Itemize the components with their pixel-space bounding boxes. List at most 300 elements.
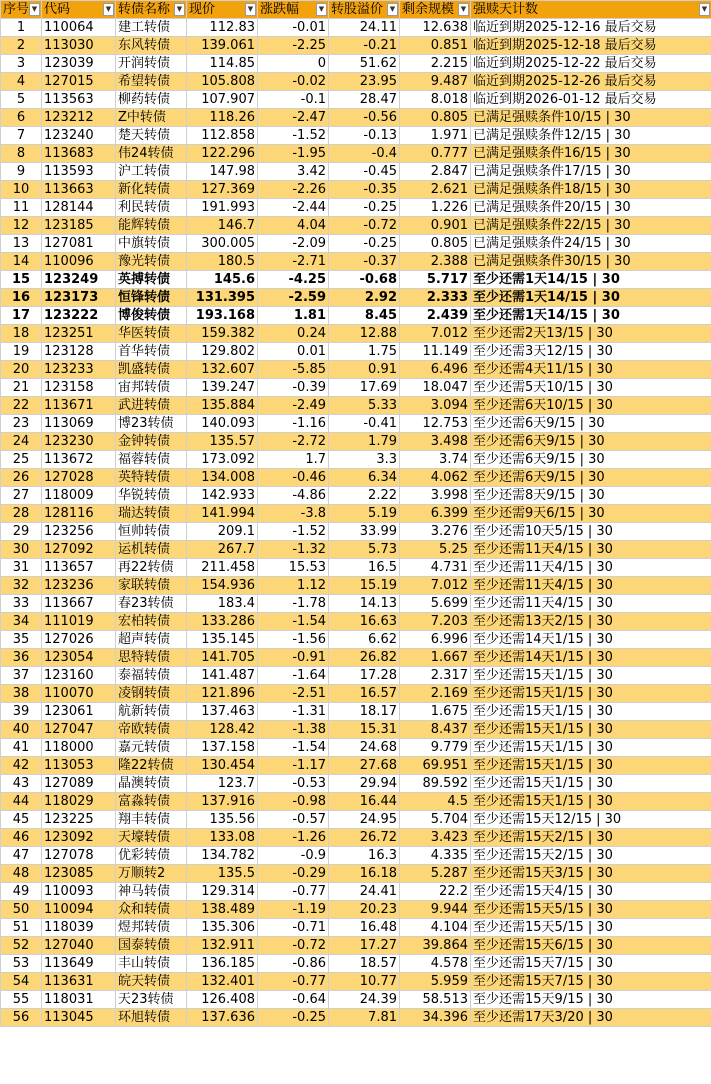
row-number-cell[interactable]: 20 [1, 361, 42, 379]
premium-cell[interactable]: 16.44 [329, 793, 400, 811]
premium-cell[interactable]: 28.47 [329, 91, 400, 109]
name-cell[interactable]: 丰山转债 [116, 955, 187, 973]
size-cell[interactable]: 5.25 [400, 541, 471, 559]
name-cell[interactable]: 煜邦转债 [116, 919, 187, 937]
code-cell[interactable]: 123173 [42, 289, 116, 307]
table-row[interactable] [1, 1009, 711, 1027]
name-cell[interactable]: 瑞达转债 [116, 505, 187, 523]
status-cell[interactable]: 至少还需15天1/15 | 30 [471, 793, 711, 811]
status-cell[interactable]: 至少还需1天14/15 | 30 [471, 289, 711, 307]
size-cell[interactable]: 7.012 [400, 577, 471, 595]
table-row[interactable] [1, 73, 711, 91]
name-cell[interactable]: 帝欧转债 [116, 721, 187, 739]
price-cell[interactable]: 173.092 [187, 451, 258, 469]
status-cell[interactable]: 至少还需15天3/15 | 30 [471, 865, 711, 883]
price-cell[interactable]: 193.168 [187, 307, 258, 325]
change-cell[interactable]: -4.86 [258, 487, 329, 505]
code-cell[interactable]: 123039 [42, 55, 116, 73]
code-cell[interactable]: 113563 [42, 91, 116, 109]
price-cell[interactable]: 154.936 [187, 577, 258, 595]
table-row[interactable] [1, 325, 711, 343]
price-cell[interactable]: 142.933 [187, 487, 258, 505]
name-cell[interactable]: 希望转债 [116, 73, 187, 91]
size-cell[interactable]: 7.203 [400, 613, 471, 631]
price-cell[interactable]: 128.42 [187, 721, 258, 739]
name-cell[interactable]: 家联转债 [116, 577, 187, 595]
change-cell[interactable]: -2.47 [258, 109, 329, 127]
size-cell[interactable]: 69.951 [400, 757, 471, 775]
row-number-cell[interactable]: 21 [1, 379, 42, 397]
name-cell[interactable]: 环旭转债 [116, 1009, 187, 1027]
chevron-down-icon[interactable]: ▼ [245, 3, 256, 16]
size-cell[interactable]: 18.047 [400, 379, 471, 397]
size-cell[interactable]: 1.667 [400, 649, 471, 667]
price-cell[interactable]: 139.247 [187, 379, 258, 397]
price-cell[interactable]: 138.489 [187, 901, 258, 919]
price-cell[interactable]: 131.395 [187, 289, 258, 307]
size-cell[interactable]: 0.805 [400, 109, 471, 127]
name-cell[interactable]: 思特转债 [116, 649, 187, 667]
status-cell[interactable]: 至少还需10天5/15 | 30 [471, 523, 711, 541]
premium-cell[interactable]: 16.3 [329, 847, 400, 865]
status-cell[interactable]: 已满足强赎条件24/15 | 30 [471, 235, 711, 253]
table-row[interactable] [1, 397, 711, 415]
premium-cell[interactable]: 16.5 [329, 559, 400, 577]
price-cell[interactable]: 129.314 [187, 883, 258, 901]
name-cell[interactable]: 凯盛转债 [116, 361, 187, 379]
price-cell[interactable]: 147.98 [187, 163, 258, 181]
price-cell[interactable]: 183.4 [187, 595, 258, 613]
row-number-cell[interactable]: 26 [1, 469, 42, 487]
table-row[interactable] [1, 721, 711, 739]
price-cell[interactable]: 267.7 [187, 541, 258, 559]
name-cell[interactable]: 优彩转债 [116, 847, 187, 865]
row-number-cell[interactable]: 27 [1, 487, 42, 505]
price-cell[interactable]: 135.57 [187, 433, 258, 451]
premium-cell[interactable]: 24.11 [329, 19, 400, 37]
status-cell[interactable]: 至少还需15天4/15 | 30 [471, 883, 711, 901]
name-cell[interactable]: 航新转债 [116, 703, 187, 721]
status-cell[interactable]: 至少还需13天2/15 | 30 [471, 613, 711, 631]
price-cell[interactable]: 135.56 [187, 811, 258, 829]
change-cell[interactable]: -0.77 [258, 883, 329, 901]
size-cell[interactable]: 3.423 [400, 829, 471, 847]
row-number-cell[interactable]: 9 [1, 163, 42, 181]
code-cell[interactable]: 127028 [42, 469, 116, 487]
change-cell[interactable]: -2.26 [258, 181, 329, 199]
premium-cell[interactable]: 24.95 [329, 811, 400, 829]
size-cell[interactable]: 5.699 [400, 595, 471, 613]
name-cell[interactable]: 开润转债 [116, 55, 187, 73]
table-row[interactable] [1, 199, 711, 217]
size-cell[interactable]: 2.317 [400, 667, 471, 685]
table-row[interactable] [1, 361, 711, 379]
size-cell[interactable]: 4.5 [400, 793, 471, 811]
code-cell[interactable]: 113663 [42, 181, 116, 199]
table-row[interactable] [1, 631, 711, 649]
size-cell[interactable]: 2.215 [400, 55, 471, 73]
size-cell[interactable]: 9.779 [400, 739, 471, 757]
table-row[interactable] [1, 289, 711, 307]
table-row[interactable] [1, 91, 711, 109]
premium-cell[interactable]: 18.17 [329, 703, 400, 721]
price-cell[interactable]: 134.008 [187, 469, 258, 487]
premium-cell[interactable]: 51.62 [329, 55, 400, 73]
row-number-cell[interactable]: 12 [1, 217, 42, 235]
name-cell[interactable]: 英特转债 [116, 469, 187, 487]
change-cell[interactable]: -1.38 [258, 721, 329, 739]
table-row[interactable] [1, 109, 711, 127]
row-number-cell[interactable]: 34 [1, 613, 42, 631]
row-number-cell[interactable]: 47 [1, 847, 42, 865]
code-cell[interactable]: 123085 [42, 865, 116, 883]
table-row[interactable] [1, 865, 711, 883]
size-cell[interactable]: 0.851 [400, 37, 471, 55]
change-cell[interactable]: -1.54 [258, 613, 329, 631]
row-number-cell[interactable]: 10 [1, 181, 42, 199]
table-row[interactable] [1, 469, 711, 487]
row-number-cell[interactable]: 42 [1, 757, 42, 775]
table-row[interactable] [1, 235, 711, 253]
table-row[interactable] [1, 163, 711, 181]
price-cell[interactable]: 126.408 [187, 991, 258, 1009]
code-cell[interactable]: 113667 [42, 595, 116, 613]
change-cell[interactable]: -0.53 [258, 775, 329, 793]
change-cell[interactable]: -0.02 [258, 73, 329, 91]
table-row[interactable] [1, 847, 711, 865]
size-cell[interactable]: 7.012 [400, 325, 471, 343]
code-cell[interactable]: 123256 [42, 523, 116, 541]
premium-cell[interactable]: 3.3 [329, 451, 400, 469]
size-cell[interactable]: 3.094 [400, 397, 471, 415]
name-cell[interactable]: 神马转债 [116, 883, 187, 901]
row-number-cell[interactable]: 15 [1, 271, 42, 289]
name-cell[interactable]: 泰福转债 [116, 667, 187, 685]
status-cell[interactable]: 至少还需15天2/15 | 30 [471, 829, 711, 847]
table-row[interactable] [1, 667, 711, 685]
row-number-cell[interactable]: 55 [1, 991, 42, 1009]
table-row[interactable] [1, 757, 711, 775]
size-cell[interactable]: 89.592 [400, 775, 471, 793]
premium-cell[interactable]: 16.18 [329, 865, 400, 883]
status-cell[interactable]: 至少还需3天12/15 | 30 [471, 343, 711, 361]
price-cell[interactable]: 130.454 [187, 757, 258, 775]
status-cell[interactable]: 至少还需15天12/15 | 30 [471, 811, 711, 829]
row-number-cell[interactable]: 3 [1, 55, 42, 73]
table-row[interactable] [1, 271, 711, 289]
row-number-cell[interactable]: 18 [1, 325, 42, 343]
status-cell[interactable]: 至少还需15天7/15 | 30 [471, 955, 711, 973]
premium-cell[interactable]: 16.63 [329, 613, 400, 631]
size-cell[interactable]: 58.513 [400, 991, 471, 1009]
size-cell[interactable]: 3.498 [400, 433, 471, 451]
status-cell[interactable]: 临近到期2025-12-26 最后交易 [471, 73, 711, 91]
name-cell[interactable]: 楚天转债 [116, 127, 187, 145]
row-number-cell[interactable]: 24 [1, 433, 42, 451]
change-cell[interactable]: -1.17 [258, 757, 329, 775]
premium-cell[interactable]: 23.95 [329, 73, 400, 91]
change-cell[interactable]: 15.53 [258, 559, 329, 577]
name-cell[interactable]: 柳药转债 [116, 91, 187, 109]
table-row[interactable] [1, 901, 711, 919]
table-row[interactable] [1, 523, 711, 541]
change-cell[interactable]: -1.16 [258, 415, 329, 433]
code-cell[interactable]: 118029 [42, 793, 116, 811]
size-cell[interactable]: 4.578 [400, 955, 471, 973]
status-cell[interactable]: 至少还需15天7/15 | 30 [471, 973, 711, 991]
change-cell[interactable]: -4.25 [258, 271, 329, 289]
table-row[interactable] [1, 217, 711, 235]
code-cell[interactable]: 110096 [42, 253, 116, 271]
premium-cell[interactable]: -0.35 [329, 181, 400, 199]
table-row[interactable] [1, 685, 711, 703]
code-cell[interactable]: 118000 [42, 739, 116, 757]
change-cell[interactable]: -2.51 [258, 685, 329, 703]
change-cell[interactable]: -1.56 [258, 631, 329, 649]
status-cell[interactable]: 已满足强赎条件12/15 | 30 [471, 127, 711, 145]
premium-cell[interactable]: 7.81 [329, 1009, 400, 1027]
table-row[interactable] [1, 181, 711, 199]
premium-cell[interactable]: 5.19 [329, 505, 400, 523]
code-cell[interactable]: 127047 [42, 721, 116, 739]
code-cell[interactable]: 123230 [42, 433, 116, 451]
name-cell[interactable]: 众和转债 [116, 901, 187, 919]
change-cell[interactable]: -0.72 [258, 937, 329, 955]
price-cell[interactable]: 141.487 [187, 667, 258, 685]
code-cell[interactable]: 110064 [42, 19, 116, 37]
size-cell[interactable]: 1.226 [400, 199, 471, 217]
name-cell[interactable]: 晶澳转债 [116, 775, 187, 793]
premium-cell[interactable]: 15.31 [329, 721, 400, 739]
table-row[interactable] [1, 973, 711, 991]
name-cell[interactable]: 首华转债 [116, 343, 187, 361]
code-cell[interactable]: 123158 [42, 379, 116, 397]
price-cell[interactable]: 137.916 [187, 793, 258, 811]
code-cell[interactable]: 113593 [42, 163, 116, 181]
table-row[interactable] [1, 739, 711, 757]
row-number-cell[interactable]: 46 [1, 829, 42, 847]
code-cell[interactable]: 123233 [42, 361, 116, 379]
price-cell[interactable]: 132.607 [187, 361, 258, 379]
change-cell[interactable]: -2.71 [258, 253, 329, 271]
status-cell[interactable]: 至少还需15天2/15 | 30 [471, 847, 711, 865]
premium-cell[interactable]: 24.41 [329, 883, 400, 901]
status-cell[interactable]: 已满足强赎条件22/15 | 30 [471, 217, 711, 235]
status-cell[interactable]: 临近到期2025-12-18 最后交易 [471, 37, 711, 55]
code-cell[interactable]: 113683 [42, 145, 116, 163]
code-cell[interactable]: 123128 [42, 343, 116, 361]
status-cell[interactable]: 至少还需11天4/15 | 30 [471, 577, 711, 595]
row-number-cell[interactable]: 35 [1, 631, 42, 649]
table-row[interactable] [1, 703, 711, 721]
price-cell[interactable]: 211.458 [187, 559, 258, 577]
table-row[interactable] [1, 19, 711, 37]
premium-cell[interactable]: 17.27 [329, 937, 400, 955]
price-cell[interactable]: 137.636 [187, 1009, 258, 1027]
chevron-down-icon[interactable]: ▼ [174, 3, 185, 16]
price-cell[interactable]: 135.145 [187, 631, 258, 649]
size-cell[interactable]: 1.971 [400, 127, 471, 145]
size-cell[interactable]: 2.169 [400, 685, 471, 703]
change-cell[interactable]: -1.64 [258, 667, 329, 685]
size-cell[interactable]: 3.276 [400, 523, 471, 541]
status-cell[interactable]: 至少还需14天1/15 | 30 [471, 631, 711, 649]
code-cell[interactable]: 118009 [42, 487, 116, 505]
change-cell[interactable]: -2.09 [258, 235, 329, 253]
premium-cell[interactable]: 14.13 [329, 595, 400, 613]
row-number-cell[interactable]: 54 [1, 973, 42, 991]
change-cell[interactable]: -0.29 [258, 865, 329, 883]
status-cell[interactable]: 已满足强赎条件30/15 | 30 [471, 253, 711, 271]
status-cell[interactable]: 至少还需2天13/15 | 30 [471, 325, 711, 343]
size-cell[interactable]: 6.996 [400, 631, 471, 649]
name-cell[interactable]: 建工转债 [116, 19, 187, 37]
price-cell[interactable]: 112.858 [187, 127, 258, 145]
row-number-cell[interactable]: 4 [1, 73, 42, 91]
code-cell[interactable]: 113045 [42, 1009, 116, 1027]
price-cell[interactable]: 129.802 [187, 343, 258, 361]
change-cell[interactable]: -1.54 [258, 739, 329, 757]
premium-cell[interactable]: -0.25 [329, 235, 400, 253]
code-cell[interactable]: 110094 [42, 901, 116, 919]
size-cell[interactable]: 6.399 [400, 505, 471, 523]
status-cell[interactable]: 已满足强赎条件18/15 | 30 [471, 181, 711, 199]
change-cell[interactable]: -0.86 [258, 955, 329, 973]
premium-cell[interactable]: 2.92 [329, 289, 400, 307]
table-row[interactable] [1, 487, 711, 505]
status-cell[interactable]: 至少还需6天9/15 | 30 [471, 415, 711, 433]
change-cell[interactable]: -1.32 [258, 541, 329, 559]
premium-cell[interactable]: -0.25 [329, 199, 400, 217]
code-cell[interactable]: 127078 [42, 847, 116, 865]
premium-cell[interactable]: -0.56 [329, 109, 400, 127]
change-cell[interactable]: -5.85 [258, 361, 329, 379]
table-row[interactable] [1, 343, 711, 361]
premium-cell[interactable]: -0.45 [329, 163, 400, 181]
premium-cell[interactable]: -0.13 [329, 127, 400, 145]
change-cell[interactable]: -0.46 [258, 469, 329, 487]
status-cell[interactable]: 至少还需15天1/15 | 30 [471, 757, 711, 775]
change-cell[interactable]: -0.25 [258, 1009, 329, 1027]
row-number-cell[interactable]: 45 [1, 811, 42, 829]
status-cell[interactable]: 至少还需9天6/15 | 30 [471, 505, 711, 523]
code-cell[interactable]: 127089 [42, 775, 116, 793]
name-cell[interactable]: 利民转债 [116, 199, 187, 217]
name-cell[interactable]: 宙邦转债 [116, 379, 187, 397]
size-cell[interactable]: 9.944 [400, 901, 471, 919]
premium-cell[interactable]: 24.39 [329, 991, 400, 1009]
change-cell[interactable]: -0.01 [258, 19, 329, 37]
status-cell[interactable]: 至少还需6天10/15 | 30 [471, 397, 711, 415]
code-cell[interactable]: 113631 [42, 973, 116, 991]
price-cell[interactable]: 136.185 [187, 955, 258, 973]
code-cell[interactable]: 127026 [42, 631, 116, 649]
code-cell[interactable]: 113649 [42, 955, 116, 973]
code-cell[interactable]: 123185 [42, 217, 116, 235]
code-cell[interactable]: 113672 [42, 451, 116, 469]
table-row[interactable] [1, 775, 711, 793]
price-cell[interactable]: 300.005 [187, 235, 258, 253]
status-cell[interactable]: 至少还需5天10/15 | 30 [471, 379, 711, 397]
chevron-down-icon[interactable]: ▼ [316, 3, 327, 16]
table-row[interactable] [1, 937, 711, 955]
premium-cell[interactable]: -0.72 [329, 217, 400, 235]
size-cell[interactable]: 5.287 [400, 865, 471, 883]
price-cell[interactable]: 107.907 [187, 91, 258, 109]
row-number-cell[interactable]: 29 [1, 523, 42, 541]
size-cell[interactable]: 0.805 [400, 235, 471, 253]
size-cell[interactable]: 11.149 [400, 343, 471, 361]
premium-cell[interactable]: 8.45 [329, 307, 400, 325]
change-cell[interactable]: -2.25 [258, 37, 329, 55]
status-cell[interactable]: 至少还需17天3/20 | 30 [471, 1009, 711, 1027]
table-row[interactable] [1, 559, 711, 577]
change-cell[interactable]: -0.1 [258, 91, 329, 109]
price-cell[interactable]: 141.705 [187, 649, 258, 667]
size-cell[interactable]: 5.717 [400, 271, 471, 289]
row-number-cell[interactable]: 48 [1, 865, 42, 883]
premium-cell[interactable]: 1.79 [329, 433, 400, 451]
row-number-cell[interactable]: 41 [1, 739, 42, 757]
table-row[interactable] [1, 253, 711, 271]
table-row[interactable] [1, 613, 711, 631]
status-cell[interactable]: 至少还需1天14/15 | 30 [471, 307, 711, 325]
change-cell[interactable]: -1.31 [258, 703, 329, 721]
change-cell[interactable]: 4.04 [258, 217, 329, 235]
table-row[interactable] [1, 829, 711, 847]
size-cell[interactable]: 4.104 [400, 919, 471, 937]
row-number-cell[interactable]: 8 [1, 145, 42, 163]
status-cell[interactable]: 临近到期2025-12-22 最后交易 [471, 55, 711, 73]
name-cell[interactable]: 宏柏转债 [116, 613, 187, 631]
table-row[interactable] [1, 415, 711, 433]
size-cell[interactable]: 2.388 [400, 253, 471, 271]
row-number-cell[interactable]: 16 [1, 289, 42, 307]
code-cell[interactable]: 111019 [42, 613, 116, 631]
price-cell[interactable]: 146.7 [187, 217, 258, 235]
price-cell[interactable]: 132.911 [187, 937, 258, 955]
table-row[interactable] [1, 451, 711, 469]
row-number-cell[interactable]: 50 [1, 901, 42, 919]
premium-cell[interactable]: -0.68 [329, 271, 400, 289]
size-cell[interactable]: 3.74 [400, 451, 471, 469]
status-cell[interactable]: 至少还需6天9/15 | 30 [471, 433, 711, 451]
premium-cell[interactable]: 5.33 [329, 397, 400, 415]
size-cell[interactable]: 4.062 [400, 469, 471, 487]
code-cell[interactable]: 123251 [42, 325, 116, 343]
size-cell[interactable]: 5.959 [400, 973, 471, 991]
code-cell[interactable]: 123240 [42, 127, 116, 145]
code-cell[interactable]: 113030 [42, 37, 116, 55]
name-cell[interactable]: 恒锋转债 [116, 289, 187, 307]
status-cell[interactable]: 至少还需1天14/15 | 30 [471, 271, 711, 289]
name-cell[interactable]: 万顺转2 [116, 865, 187, 883]
premium-cell[interactable]: 12.88 [329, 325, 400, 343]
code-cell[interactable]: 123054 [42, 649, 116, 667]
row-number-cell[interactable]: 25 [1, 451, 42, 469]
change-cell[interactable]: 0.01 [258, 343, 329, 361]
price-cell[interactable]: 139.061 [187, 37, 258, 55]
table-row[interactable] [1, 379, 711, 397]
change-cell[interactable]: 1.7 [258, 451, 329, 469]
code-cell[interactable]: 128144 [42, 199, 116, 217]
change-cell[interactable]: -2.44 [258, 199, 329, 217]
price-cell[interactable]: 159.382 [187, 325, 258, 343]
change-cell[interactable]: -2.59 [258, 289, 329, 307]
change-cell[interactable]: -0.98 [258, 793, 329, 811]
row-number-cell[interactable]: 11 [1, 199, 42, 217]
code-cell[interactable]: 113069 [42, 415, 116, 433]
